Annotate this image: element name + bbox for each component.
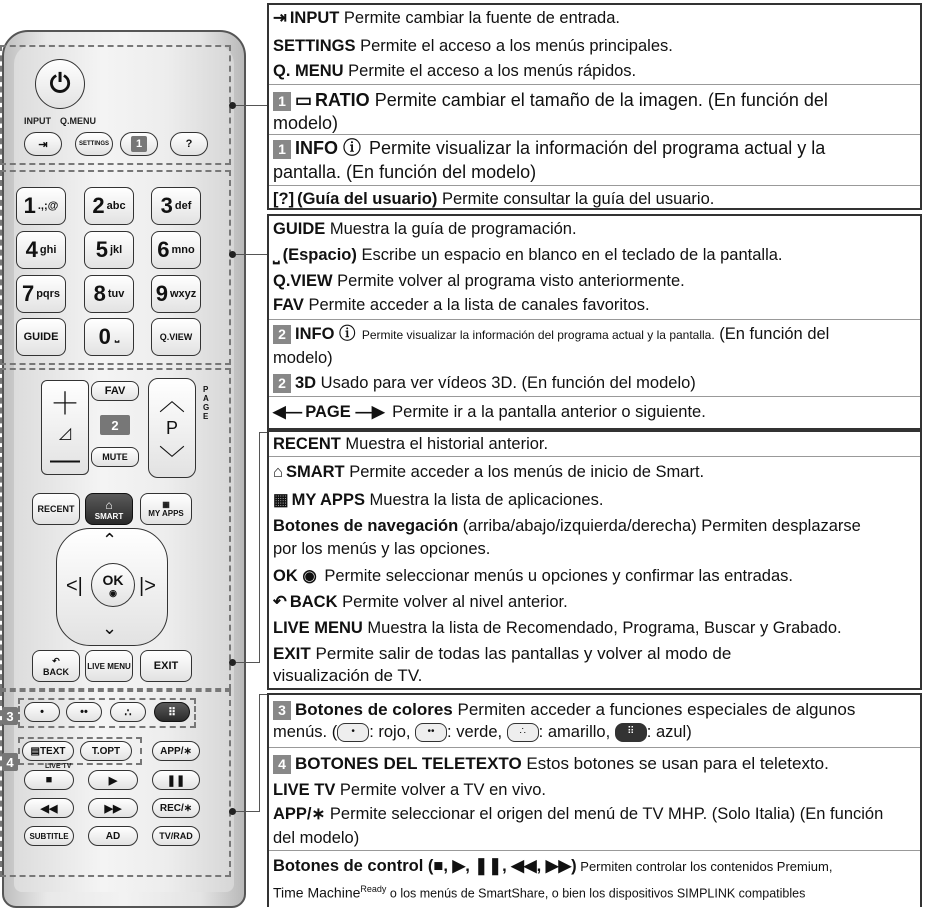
nav-right-icon[interactable]: |> (139, 575, 156, 597)
badge-2: 2 (100, 415, 130, 435)
text-icon: ▤ (30, 745, 40, 757)
volume-ramp-icon: ◿ (58, 424, 72, 442)
app-button[interactable]: APP/∗ (152, 741, 200, 761)
desc-smart: ⌂ SMART Permite acceder a los menús de inicio de Smart. (273, 460, 916, 484)
key-digit: 7 (21, 281, 35, 306)
leader-dot-2 (229, 251, 236, 258)
key-letters: tuv (107, 288, 125, 300)
back-button[interactable] (32, 650, 80, 682)
desc-ratio-2: modelo) (273, 113, 339, 133)
key-digit: 8 (93, 281, 106, 306)
home-icon: ⌂ (273, 463, 283, 481)
space-icon: ⎵ (273, 246, 280, 264)
desc-app: APP/∗ Permite seleccionar el origen del menú de TV MHP. (Solo Italia) (En función (273, 805, 884, 823)
key-7-button[interactable] (16, 275, 66, 313)
ratio-info-button[interactable] (120, 132, 158, 156)
user-guide-button[interactable] (170, 132, 208, 156)
panel-navigation (267, 430, 922, 690)
apps-grid-icon: ▦ (273, 491, 289, 509)
zero-digit: 0 (98, 324, 111, 349)
desc-info2: 2 INFO ⓘ Permite visualizar la información del programa actual y la pantalla. (En función del (273, 322, 916, 347)
volume-down-icon: — (50, 442, 80, 476)
desc-nav: Botones de navegación (arriba/abajo/izquierda/derecha) Permiten desplazarse (273, 517, 861, 535)
live-menu-button[interactable]: LIVE MENU (85, 650, 133, 682)
blue-button[interactable]: ⠿ (154, 702, 190, 722)
zero-button[interactable] (84, 318, 134, 356)
space-icon: ⎵ (114, 330, 120, 343)
desc-control-2: Time Machine$^{Ready}$ o los menús de SmartShare, o bien los dispositivos SIMPLINK compatibles (273, 884, 806, 901)
desc-teletext: 4 BOTONES DEL TELETEXTO Estos botones se usan para el teletexto. (273, 752, 916, 776)
input-icon: ⇥ (38, 138, 48, 151)
desc-app-2: del modelo) (273, 829, 360, 847)
key-1-button[interactable] (16, 187, 66, 225)
key-letters: .,;@ (37, 200, 59, 212)
key-digit: 6 (157, 237, 170, 262)
mute-button[interactable]: MUTE (91, 447, 139, 467)
badge-1: 1 (131, 136, 147, 152)
channel-up-icon: ︿ (158, 385, 185, 416)
separator (269, 456, 920, 457)
leader-line-3h (259, 432, 267, 433)
info-icon: ⓘ (343, 138, 362, 158)
desc-nav-2: por los menús y las opciones. (273, 540, 491, 558)
desc-ratio: 1 ▭ RATIO Permite cambiar el tamaño de la imagen. (En función del (273, 88, 916, 112)
channel-p-label: P (165, 417, 178, 438)
leader-dot-3 (229, 659, 236, 666)
channel-rocker[interactable] (148, 378, 196, 478)
tvrad-button[interactable]: TV/RAD (152, 826, 200, 846)
key-digit: 1 (23, 193, 36, 218)
page-label: PAGE (203, 385, 210, 421)
topt-button[interactable]: T.OPT (80, 741, 132, 761)
user-guide-icon: [?] (273, 190, 295, 208)
guide-button[interactable]: GUIDE (16, 318, 66, 356)
input-label: INPUT (24, 116, 51, 126)
desc-exit: EXIT Permite salir de todas las pantallas y volver al modo de (273, 644, 732, 663)
desc-livetv: LIVE TV Permite volver a TV en vivo. (273, 781, 546, 799)
desc-3d: 2 3D Usado para ver vídeos 3D. (En función del modelo) (273, 371, 916, 395)
exit-button[interactable]: EXIT (140, 650, 192, 682)
panel-keypad (267, 214, 922, 430)
badge-3: 3 (2, 707, 18, 725)
desc-info2-2: modelo) (273, 349, 333, 367)
nav-down-icon[interactable]: ⌄ (102, 618, 118, 638)
desc-qview: Q.VIEW Permite volver al programa visto anteriormente. (273, 272, 685, 290)
key-2-button[interactable] (84, 187, 134, 225)
subtitle-button[interactable]: SUBTITLE (24, 826, 74, 846)
nav-left-icon[interactable]: <| (66, 575, 83, 597)
desc-input: ⇥ INPUT Permite cambiar la fuente de entrada. (273, 6, 916, 30)
key-3-button[interactable] (151, 187, 201, 225)
separator (269, 84, 920, 85)
yellow-button-icon: ∴ (507, 723, 539, 742)
blue-button-icon: ⠿ (615, 723, 647, 742)
apps-grid-icon: ▦ (162, 500, 170, 509)
key-digit: 4 (25, 237, 38, 262)
key-6-button[interactable] (151, 231, 201, 269)
red-button-icon: • (337, 723, 369, 742)
green-button[interactable]: •• (66, 702, 102, 722)
home-icon: ⌂ (105, 497, 113, 512)
key-letters: abc (106, 200, 126, 212)
key-letters: mno (171, 244, 195, 256)
stop-button[interactable]: ■ (24, 770, 74, 790)
desc-space: ⎵ (Espacio) Escribe un espacio en blanco en el teclado de la pantalla. (273, 243, 916, 267)
key-letters: wxyz (169, 288, 197, 300)
desc-fav: FAV Permite acceder a la lista de canales favoritos. (273, 296, 650, 314)
qview-button[interactable]: Q.VIEW (151, 318, 201, 356)
leader-dot-1 (229, 102, 236, 109)
input-icon: ⇥ (273, 9, 287, 27)
key-8-button[interactable] (84, 275, 134, 313)
leader-line-4v (259, 694, 260, 812)
input-button[interactable] (24, 132, 62, 156)
ratio-icon: ▭ (295, 90, 313, 110)
badge-4: 4 (2, 753, 18, 771)
ad-button[interactable]: AD (88, 826, 138, 846)
arrow-right-icon: ―▶ (355, 403, 385, 421)
desc-page: ◀― PAGE ―▶ Permite ir a la pantalla anterior o siguiente. (273, 400, 916, 424)
fast-forward-button[interactable]: ▶▶ (88, 798, 138, 818)
channel-down-icon: ﹀ (158, 443, 185, 474)
text-label: TEXT (39, 745, 66, 757)
separator (269, 850, 920, 851)
separator (269, 747, 920, 748)
live-tv-label: LIVE TV (45, 763, 72, 770)
desc-user-guide: [?] (Guía del usuario) Permite consultar la guía del usuario. (273, 187, 916, 211)
power-icon: ⏻ (49, 68, 71, 98)
separator (269, 134, 920, 135)
recent-button[interactable]: RECENT (32, 493, 80, 525)
panel-bottom-buttons (267, 693, 922, 907)
rec-button[interactable]: REC/∗ (152, 798, 200, 818)
desc-guide: GUIDE Muestra la guía de programación. (273, 220, 577, 238)
leader-line-2 (236, 254, 267, 255)
back-arrow-icon: ↶ (52, 655, 60, 666)
qmenu-label: Q.MENU (60, 116, 96, 126)
settings-button[interactable]: SETTINGS (75, 132, 113, 156)
volume-up-icon: ＋ (50, 387, 80, 421)
key-digit: 3 (160, 193, 173, 218)
text-button[interactable] (22, 741, 74, 761)
leader-line-4h (259, 694, 267, 695)
desc-recent: RECENT Muestra el historial anterior. (273, 435, 549, 453)
back-label: BACK (43, 666, 69, 677)
back-arrow-icon: ↶ (273, 593, 287, 611)
desc-control: Botones de control (■, ▶, ❚❚, ◀◀, ▶▶) Permiten controlar los contenidos Premium, (273, 857, 833, 875)
key-9-button[interactable] (151, 275, 201, 313)
separator (269, 396, 920, 397)
separator (269, 319, 920, 320)
desc-info1-2: pantalla. (En función del modelo) (273, 162, 537, 182)
desc-back: ↶ BACK Permite volver al nivel anterior. (273, 590, 916, 614)
desc-qmenu: Q. MENU Permite el acceso a los menús rápidos. (273, 62, 637, 80)
leader-line-3v (259, 432, 260, 663)
pause-button[interactable]: ❚❚ (152, 770, 200, 790)
desc-exit-2: visualización de TV. (273, 666, 423, 685)
key-letters: def (174, 200, 192, 212)
rewind-button[interactable]: ◀◀ (24, 798, 74, 818)
key-digit: 9 (155, 281, 168, 306)
separator (269, 185, 920, 186)
leader-line-4 (236, 811, 260, 812)
power-button[interactable] (35, 59, 85, 109)
leader-line-1 (236, 105, 267, 106)
ok-dot-icon: ◉ (302, 567, 317, 585)
key-letters: pqrs (36, 288, 61, 300)
desc-info1: 1 INFO ⓘ Permite visualizar la información del programa actual y la (273, 136, 916, 160)
green-button-icon: •• (415, 723, 447, 742)
nav-up-icon[interactable]: ⌃ (102, 530, 118, 550)
key-letters: jkl (110, 244, 123, 256)
leader-line-3 (236, 662, 260, 663)
yellow-button[interactable]: ∴ (110, 702, 146, 722)
ok-label: OK (102, 571, 124, 588)
myapps-button[interactable] (140, 493, 192, 525)
key-4-button[interactable] (16, 231, 66, 269)
key-digit: 2 (92, 193, 105, 218)
key-5-button[interactable] (84, 231, 134, 269)
desc-ok: OK ◉ Permite seleccionar menús u opciones y confirmar las entradas. (273, 564, 916, 588)
ok-dot-icon: ◉ (109, 587, 117, 598)
desc-settings: SETTINGS Permite el acceso a los menús principales. (273, 37, 673, 55)
info-icon: ⓘ (339, 325, 356, 343)
key-letters: ghi (39, 244, 57, 256)
volume-rocker[interactable] (41, 380, 89, 475)
arrow-left-icon: ◀― (273, 403, 303, 421)
key-digit: 5 (95, 237, 108, 262)
desc-myapps: ▦ MY APPS Muestra la lista de aplicaciones. (273, 488, 916, 512)
ok-button[interactable] (91, 563, 135, 607)
myapps-label: MY APPS (148, 509, 184, 518)
panel-top-buttons (267, 3, 922, 210)
smart-button[interactable] (85, 493, 133, 525)
smart-label: SMART (94, 511, 124, 521)
play-button[interactable]: ▶ (88, 770, 138, 790)
desc-colors: 3 Botones de colores Permiten acceder a funciones especiales de algunos (273, 698, 916, 722)
leader-dot-4 (229, 808, 236, 815)
desc-livemenu: LIVE MENU Muestra la lista de Recomendado, Programa, Buscar y Grabado. (273, 619, 842, 637)
fav-button[interactable]: FAV (91, 381, 139, 401)
desc-colors-2: menús. ( • : rojo, •• : verde, ∴ : amarillo, ⠿ : azul) (273, 723, 692, 741)
user-guide-icon: ? (185, 138, 193, 150)
red-button[interactable]: • (24, 702, 60, 722)
